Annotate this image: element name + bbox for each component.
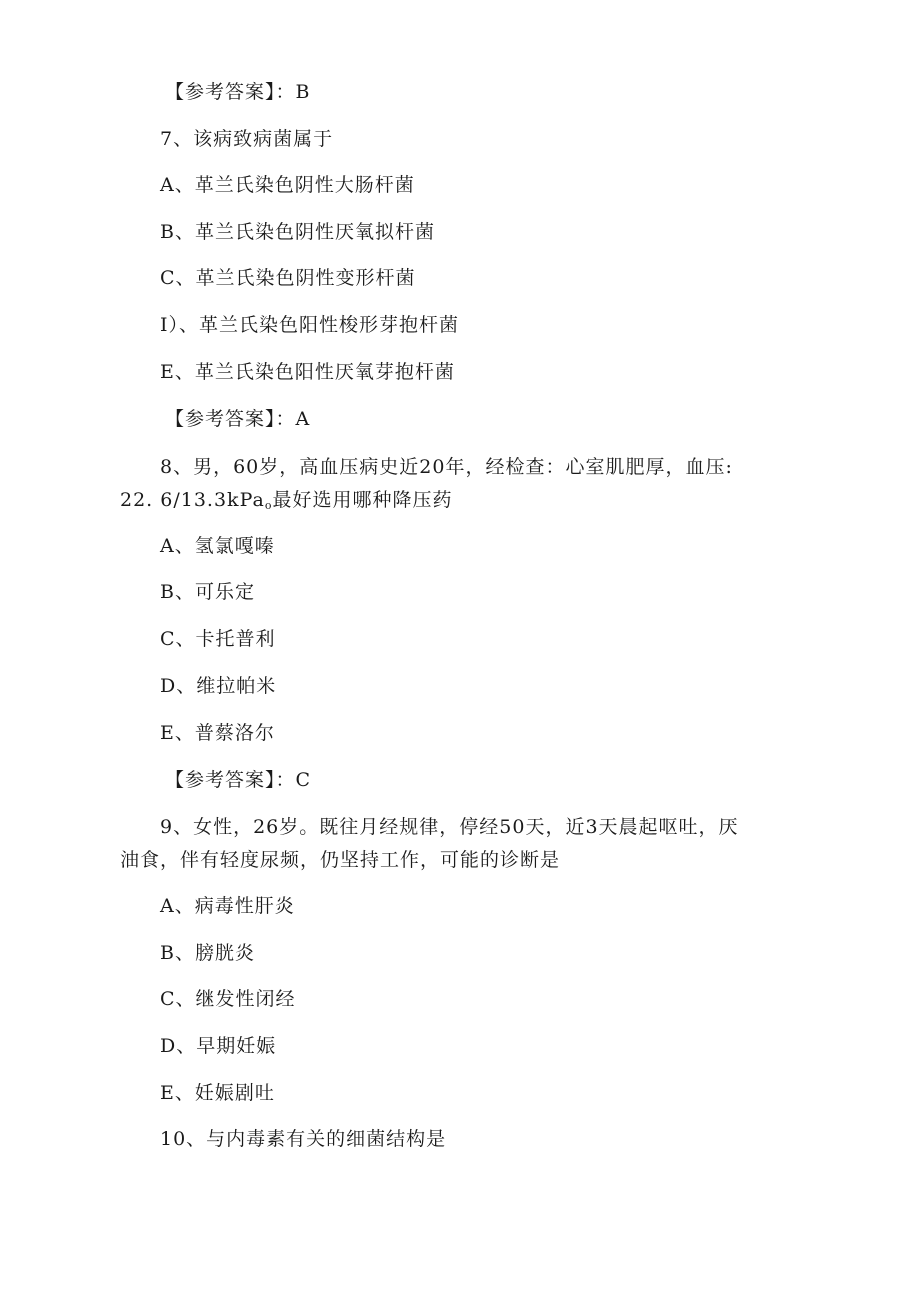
question-9-line-2: 油食，伴有轻度尿频，仍坚持工作，可能的诊断是 [120, 849, 561, 871]
answer-8: 【参考答案】：C [165, 769, 312, 791]
answer-6: 【参考答案】：B [165, 81, 311, 103]
q7-option-e: E、革兰氏染色阳性厌氧芽抱杆菌 [160, 361, 455, 383]
q9-option-b: B、膀胱炎 [160, 942, 255, 964]
q8-subscript: o [264, 499, 273, 512]
q8-question-text: 最好选用哪种降压药 [272, 489, 453, 511]
question-8-line-1: 8、男，60岁，高血压病史近20年，经检查：心室肌肥厚，血压: [160, 456, 733, 478]
question-7: 7、该病致病菌属于 [160, 128, 334, 150]
question-10: 10、与内毒素有关的细菌结构是 [160, 1128, 447, 1150]
q8-option-b: B、可乐定 [160, 581, 255, 603]
q8-option-e: E、普蔡洛尔 [160, 722, 275, 744]
q8-option-d: D、维拉帕米 [160, 675, 277, 697]
q9-option-c: C、继发性闭经 [160, 988, 296, 1010]
q8-pressure-value: 22. 6/13.3kPa [120, 489, 265, 511]
q8-option-a: A、氢氯嘎嗪 [160, 535, 275, 557]
q9-option-d: D、早期妊娠 [160, 1035, 277, 1057]
q7-option-d: I）、革兰氏染色阳性梭形芽抱杆菌 [160, 314, 460, 336]
q7-option-c: C、革兰氏染色阴性变形杆菌 [160, 267, 416, 289]
q9-option-e: E、妊娠剧吐 [160, 1082, 275, 1104]
answer-7: 【参考答案】：A [165, 408, 311, 430]
q7-option-a: A、革兰氏染色阴性大肠杆菌 [160, 174, 415, 196]
q9-option-a: A、病毒性肝炎 [160, 895, 295, 917]
q8-option-c: C、卡托普利 [160, 628, 276, 650]
question-8-line-2 [120, 488, 452, 518]
q7-option-b: B、革兰氏染色阴性厌氧拟杆菌 [160, 221, 435, 243]
question-9-line-1: 9、女性，26岁。既往月经规律，停经50天，近3天晨起呕吐，厌 [160, 816, 739, 838]
